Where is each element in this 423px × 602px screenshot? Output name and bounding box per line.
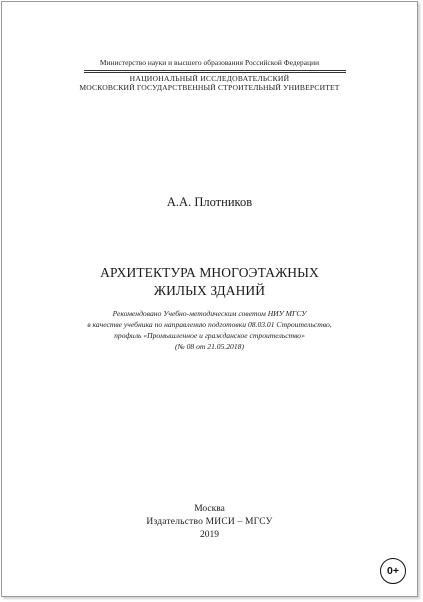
publication-city: Москва <box>194 504 225 514</box>
publisher-name: Издательство МИСИ – МГСУ <box>146 517 273 527</box>
book-title-line1: АРХИТЕКТУРА МНОГОЭТАЖНЫХ <box>100 265 319 280</box>
age-rating-text: 0+ <box>387 565 399 577</box>
age-rating-badge <box>380 558 406 584</box>
recommendation-line2: в качестве учебника по направлению подготовки 08.03.01 Строительство, <box>87 320 332 329</box>
university-name-line2: МОСКОВСКИЙ ГОСУДАРСТВЕННЫЙ СТРОИТЕЛЬНЫЙ УНИВЕРСИТЕТ <box>79 83 340 92</box>
recommendation-line4: (№ 08 от 21.05.2018) <box>175 342 244 351</box>
university-name-line1: НАЦИОНАЛЬНЫЙ ИССЛЕДОВАТЕЛЬСКИЙ <box>129 74 290 83</box>
author-name: А.А. Плотников <box>166 195 253 209</box>
header-rule-top <box>84 70 346 71</box>
header-rule-bottom <box>84 72 346 73</box>
book-title-line2: ЖИЛЫХ ЗДАНИЙ <box>153 283 266 298</box>
publication-year: 2019 <box>200 530 219 540</box>
ministry-name: Министерство науки и высшего образования Российской Федерации <box>99 58 320 67</box>
recommendation-line1: Рекомендовано Учебно-методическим советом НИУ МГСУ <box>112 309 307 318</box>
title-page <box>1 1 418 597</box>
recommendation-line3: профиль «Промышленное и гражданское строительство» <box>114 331 305 340</box>
